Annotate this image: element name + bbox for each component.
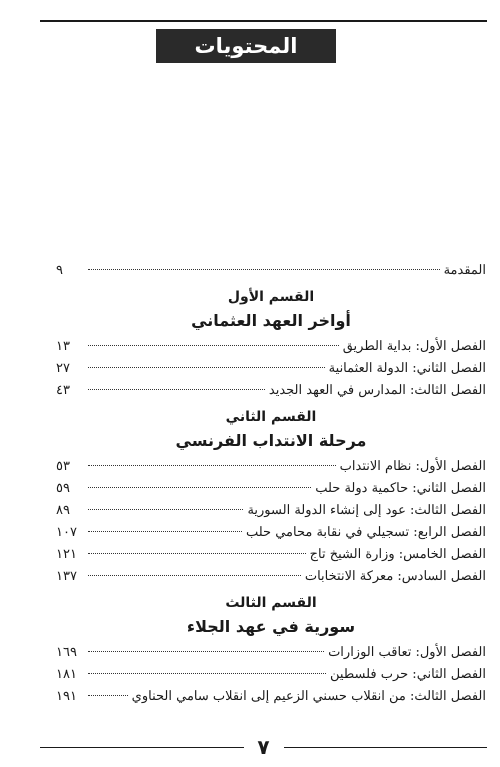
- dot-leader: [88, 389, 265, 390]
- toc-entry-label: الفصل الأول: تعاقب الوزارات: [328, 645, 486, 660]
- toc-entry-label: الفصل الأول: بداية الطريق: [342, 339, 486, 354]
- toc-entry[interactable]: [56, 380, 486, 402]
- toc-entry-page: ١٠٧: [56, 525, 77, 540]
- toc-entry-label: الفصل الثاني: حاكمية دولة حلب: [315, 481, 486, 496]
- dot-leader: [88, 367, 325, 368]
- table-of-contents: [56, 260, 486, 708]
- dot-leader: [88, 553, 306, 554]
- part-title: سورية في عهد الجلاء: [186, 617, 356, 636]
- toc-entry-page: ١٣: [56, 339, 70, 354]
- dot-leader: [88, 465, 336, 466]
- toc-entry[interactable]: [56, 522, 486, 544]
- toc-entry-label: الفصل الخامس: وزارة الشيخ تاج: [309, 547, 486, 562]
- toc-entry[interactable]: [56, 664, 486, 686]
- toc-entry-page: ٩: [56, 263, 63, 278]
- dot-leader: [88, 269, 440, 270]
- page-footer: [40, 737, 487, 757]
- toc-entry[interactable]: [56, 478, 486, 500]
- toc-entry-page: ١٨١: [56, 667, 77, 682]
- page-title-text: المحتويات: [194, 34, 298, 58]
- toc-entry-label: الفصل الثاني: الدولة العثمانية: [328, 361, 486, 376]
- part-heading: القسم الأول: [227, 289, 315, 305]
- toc-entry-label: الفصل السادس: معركة الانتخابات: [304, 569, 486, 584]
- dot-leader: [88, 575, 301, 576]
- page-title: [156, 29, 336, 63]
- toc-entry-label: المقدمة: [443, 263, 486, 278]
- footer-rule-left: [40, 747, 244, 748]
- toc-entry-page: ١٣٧: [56, 569, 77, 584]
- toc-entry-page: ٥٣: [56, 459, 70, 474]
- part-heading: القسم الثالث: [225, 595, 317, 611]
- toc-entry-page: ٨٩: [56, 503, 70, 518]
- toc-entry-page: ٥٩: [56, 481, 70, 496]
- page-number: ٧: [257, 735, 270, 759]
- toc-entry-intro[interactable]: [56, 260, 486, 282]
- toc-entry[interactable]: [56, 686, 486, 708]
- footer-rule-right: [284, 747, 488, 748]
- dot-leader: [88, 695, 128, 696]
- toc-entry-label: الفصل الرابع: تسجيلي في نقابة محامي حلب: [245, 525, 486, 540]
- toc-entry-page: ٢٧: [56, 361, 70, 376]
- dot-leader: [88, 487, 311, 488]
- toc-entry-page: ٤٣: [56, 383, 70, 398]
- toc-entry[interactable]: [56, 642, 486, 664]
- toc-entry[interactable]: [56, 544, 486, 566]
- toc-entry-label: الفصل الثالث: من انقلاب حسني الزعيم إلى انقلاب سامي الحناوي: [131, 689, 486, 704]
- part-title: مرحلة الانتداب الفرنسي: [175, 431, 367, 450]
- toc-entry-label: الفصل الثاني: حرب فلسطين: [330, 667, 486, 682]
- dot-leader: [88, 509, 243, 510]
- dot-leader: [88, 651, 324, 652]
- toc-entry[interactable]: [56, 500, 486, 522]
- toc-entry-page: ١٦٩: [56, 645, 77, 660]
- toc-entry[interactable]: [56, 358, 486, 380]
- top-rule: [40, 20, 487, 22]
- toc-entry[interactable]: [56, 336, 486, 358]
- toc-entry[interactable]: [56, 456, 486, 478]
- toc-entry[interactable]: [56, 566, 486, 588]
- toc-entry-page: ١٢١: [56, 547, 77, 562]
- toc-entry-label: الفصل الثالث: عود إلى إنشاء الدولة السورية: [247, 503, 486, 518]
- toc-entry-label: الفصل الثالث: المدارس في العهد الجديد: [268, 383, 486, 398]
- toc-entry-label: الفصل الأول: نظام الانتداب: [339, 459, 486, 474]
- part-title: أواخر العهد العثماني: [191, 311, 351, 330]
- toc-entry-page: ١٩١: [56, 689, 77, 704]
- dot-leader: [88, 345, 339, 346]
- part-heading: القسم الثاني: [225, 409, 317, 425]
- dot-leader: [88, 673, 326, 674]
- dot-leader: [88, 531, 242, 532]
